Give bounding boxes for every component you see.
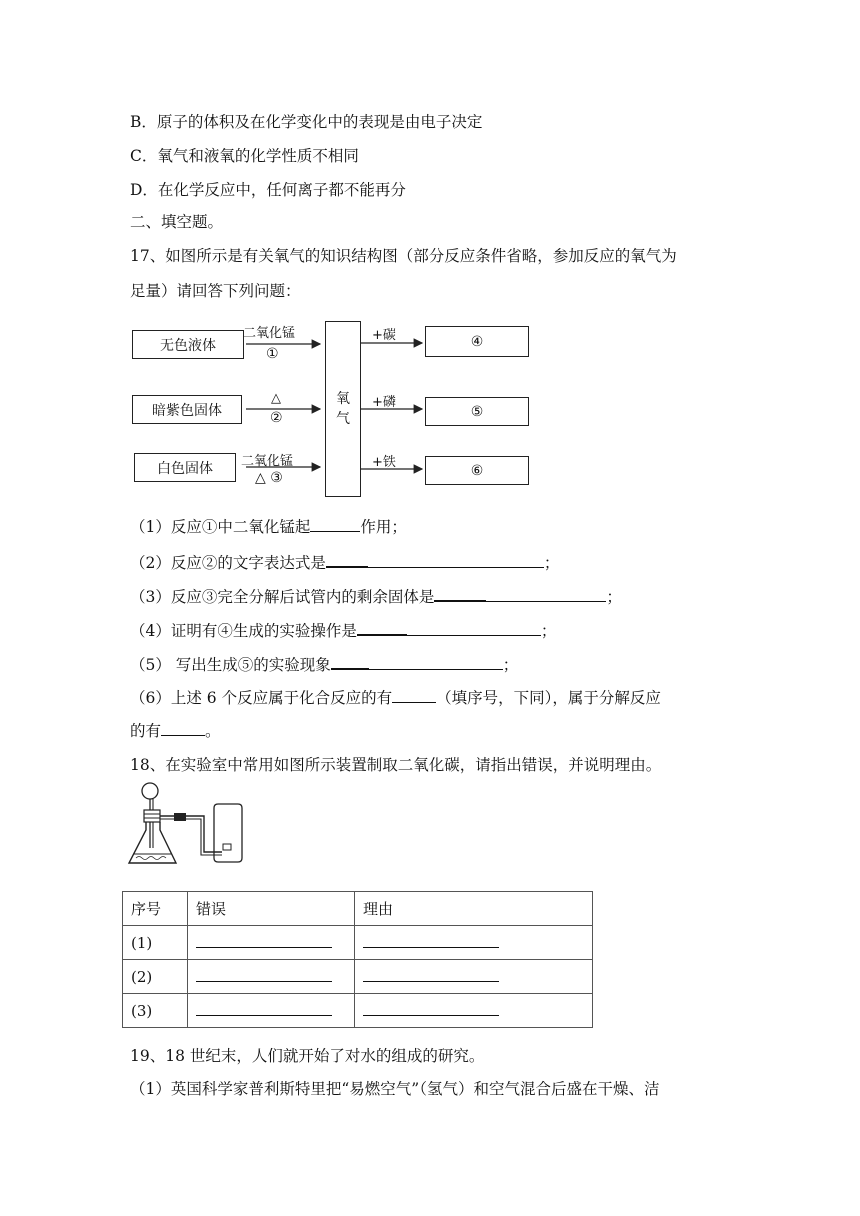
- label-phosphorus: +磷: [372, 395, 396, 410]
- box-oxygen: [325, 321, 361, 497]
- error-cell[interactable]: [188, 926, 355, 960]
- q17-sub6-line1: [130, 688, 661, 708]
- q17-sub5-blank-a[interactable]: [331, 654, 369, 670]
- box-product-4: ④: [425, 326, 529, 357]
- box-white-solid: 白色固体: [134, 453, 236, 482]
- q17-sub6-blank-a[interactable]: [392, 688, 436, 703]
- q17-sub1-blank[interactable]: [310, 517, 360, 532]
- row-index: (1): [123, 926, 188, 960]
- header-index: 序号: [123, 892, 188, 926]
- q17-sub1-text-b: 作用；: [360, 518, 407, 536]
- q17-sub5-blank-b[interactable]: [369, 655, 503, 670]
- q18-stem: 18、在实验室中常用如图所示装置制取二氧化碳，请指出错误，并说明理由。: [130, 756, 662, 774]
- label-carbon: +碳: [372, 328, 396, 343]
- oxygen-char-1: 氧: [336, 391, 350, 407]
- q17-sub2: [130, 552, 559, 573]
- q17-sub5: [130, 654, 518, 675]
- reason-cell[interactable]: [355, 960, 593, 994]
- error-cell[interactable]: [188, 994, 355, 1028]
- header-reason: 理由: [355, 892, 593, 926]
- q17-sub3-text-a: （3）反应③完全分解后试管内的剩余固体是: [130, 588, 435, 606]
- q17-sub6-text-d: 。: [205, 722, 221, 740]
- q17-sub6-text-b: （填序号，下同），属于分解反应: [436, 689, 661, 707]
- q17-sub6-text-c: 的有: [130, 722, 162, 740]
- table-row: [123, 960, 593, 994]
- section-title: 二、填空题。: [130, 213, 224, 231]
- q17-sub2-text-a: （2）反应②的文字表达式是: [130, 554, 326, 572]
- q17-sub3-blank-a[interactable]: [434, 586, 486, 602]
- q19-sub1: （1）英国科学家普利斯特里把“易燃空气”（氢气）和空气混合后盛在干燥、洁: [130, 1080, 660, 1098]
- header-error: 错误: [188, 892, 355, 926]
- box-product-6: ⑥: [425, 456, 529, 485]
- arrow1-label-bottom: ①: [266, 346, 279, 362]
- q17-sub1-text-a: （1）反应①中二氧化锰起: [130, 518, 311, 536]
- q17-sub6-blank-b[interactable]: [161, 721, 205, 736]
- q17-sub4: [130, 620, 556, 641]
- label-iron: +铁: [372, 455, 396, 470]
- q17-sub2-text-b: ；: [543, 554, 560, 572]
- option-b: B．原子的体积及在化学变化中的表现是由电子决定: [130, 113, 483, 131]
- table-header-row: [123, 892, 593, 926]
- row-index: (2): [123, 960, 188, 994]
- row-index: (3): [123, 994, 188, 1028]
- q17-sub5-text-b: ；: [502, 656, 519, 674]
- arrow2-label-top: △: [271, 391, 281, 406]
- q17-stem-line2: 足量）请回答下列问题：: [130, 282, 301, 300]
- option-c: C．氧气和液氧的化学性质不相同: [130, 147, 359, 165]
- q19-stem: 19、18 世纪末，人们就开始了对水的组成的研究。: [130, 1047, 485, 1065]
- table-row: [123, 994, 593, 1028]
- q17-sub4-text-a: （4）证明有④生成的实验操作是: [130, 622, 357, 640]
- box-colorless-liquid: 无色液体: [132, 330, 244, 359]
- arrow3-label-top: 二氧化锰: [241, 454, 294, 469]
- option-d: D．在化学反应中，任何离子都不能再分: [130, 181, 406, 199]
- q17-sub3-blank-b[interactable]: [486, 587, 606, 602]
- q17-sub6-text-a: （6）上述 6 个反应属于化合反应的有: [130, 689, 393, 707]
- oxygen-char-2: 气: [336, 411, 350, 427]
- arrow2-label-bottom: ②: [270, 410, 283, 426]
- q17-sub5-text-a: （5） 写出生成⑤的实验现象: [130, 656, 331, 674]
- error-cell[interactable]: [188, 960, 355, 994]
- co2-apparatus-figure: [126, 778, 250, 873]
- q17-sub1: [130, 517, 407, 537]
- q18-table: [122, 891, 593, 1028]
- q17-sub4-text-b: ；: [540, 622, 557, 640]
- box-purple-solid: 暗紫色固体: [132, 395, 242, 424]
- q17-sub2-blank-a[interactable]: [326, 552, 368, 568]
- arrow3-label-bottom: △ ③: [255, 470, 283, 486]
- reason-cell[interactable]: [355, 994, 593, 1028]
- arrow1-label-top: 二氧化锰: [243, 326, 296, 341]
- table-row: [123, 926, 593, 960]
- diagram-arrows: [0, 0, 860, 520]
- q17-sub4-blank-a[interactable]: [357, 620, 407, 636]
- q17-sub6-line2: [130, 721, 221, 741]
- q17-sub3-text-b: ；: [606, 588, 622, 606]
- q17-sub3: [130, 586, 622, 607]
- q17-stem-line1: 17、如图所示是有关氧气的知识结构图（部分反应条件省略，参加反应的氧气为: [130, 247, 677, 265]
- q17-sub4-blank-b[interactable]: [407, 621, 541, 636]
- reason-cell[interactable]: [355, 926, 593, 960]
- q17-sub2-blank-b[interactable]: [368, 553, 544, 568]
- box-product-5: ⑤: [425, 397, 529, 426]
